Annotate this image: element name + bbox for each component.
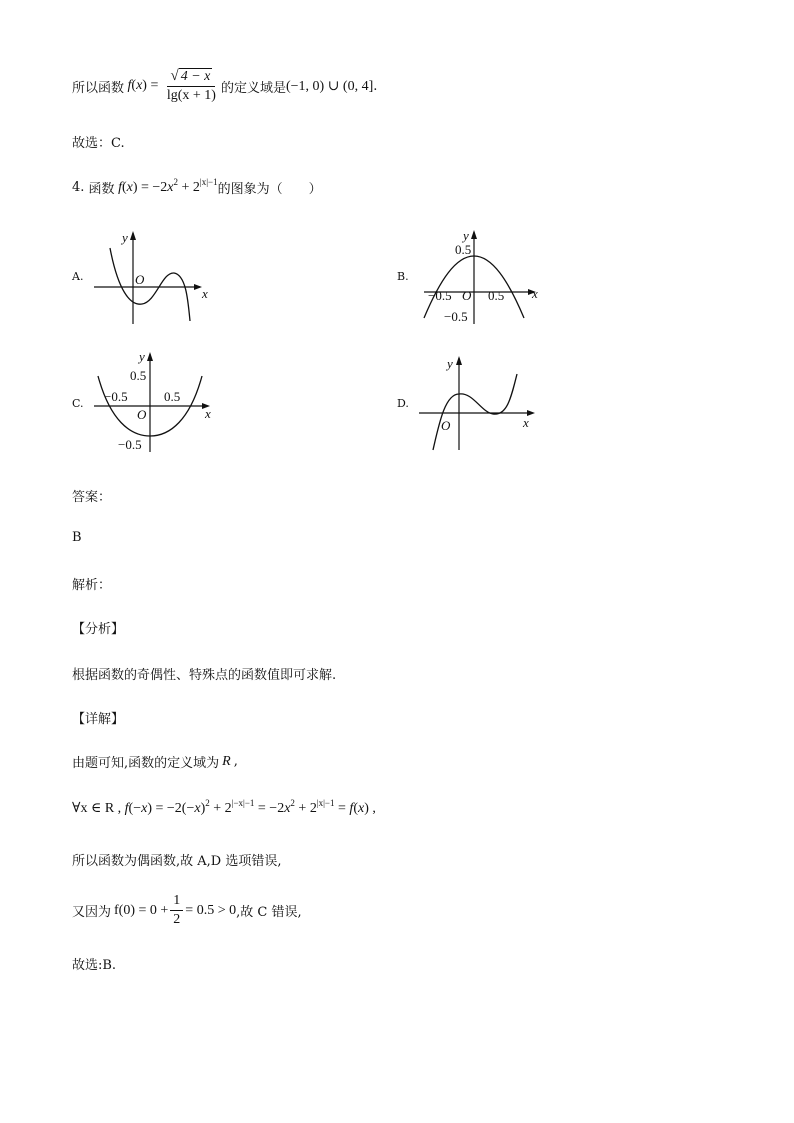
f0-expression: f(0) = 0 + [114, 902, 169, 918]
question-line [72, 178, 322, 197]
even-function-derivation: $f(-x) = -2(-x)^2 + 2^{|-x|-1} = -2x^2 + 2^{|x|-1} = f(x)$ , [124, 797, 376, 816]
sqrt-icon: √ [170, 68, 179, 84]
tick-label-x-pos: 0.5 [164, 389, 181, 404]
origin-label: O [441, 418, 451, 433]
question-number: 4. [72, 180, 85, 195]
option-d-label[interactable]: D. [397, 397, 409, 410]
intro-line [72, 68, 377, 104]
graph-b[interactable] [420, 228, 560, 328]
analysis-label: 解析： [72, 578, 112, 593]
x-axis-label: x [202, 286, 208, 301]
answer-value: B [72, 530, 82, 545]
tick-label-x-pos: 0.5 [488, 288, 505, 303]
prev-answer: 故选：C. [72, 136, 125, 151]
origin-label: O [462, 288, 472, 303]
question-suffix: 的图象为（ ） [217, 182, 322, 197]
y-axis-label: y [139, 349, 145, 364]
curve-a [110, 248, 190, 321]
f0-result: = 0.5 > 0 [185, 902, 237, 918]
domain-fraction [164, 68, 219, 104]
y-axis-label: y [463, 228, 469, 243]
xiangjie-line-1: 由题可知,函数的定义域为 R , [72, 753, 238, 771]
fenxi-text: 根据函数的奇偶性、特殊点的函数值即可求解. [72, 668, 337, 683]
tick-label-x-neg: −0.5 [428, 288, 452, 303]
xiangjie-line-3: 所以函数为偶函数,故 A,D 选项错误, [72, 854, 282, 869]
y-axis-arrow-icon [130, 231, 136, 240]
xiangjie-line-2 [72, 797, 376, 817]
xiangjie-title: 【详解】 [72, 712, 125, 727]
tick-label-y-pos: 0.5 [455, 242, 472, 257]
intro-middle: 的定义域是 [220, 80, 286, 96]
final-answer: 故选:B. [72, 958, 117, 973]
question-formula: $f(x) = -2x^2 + 2^{|x|-1}$ [118, 176, 218, 195]
option-b-label[interactable]: B. [397, 270, 409, 283]
fenxi-title: 【分析】 [72, 622, 125, 637]
y-axis-arrow-icon [456, 356, 462, 365]
xiangjie-line-4: 又因为 f(0) = 0 + $\frac{1}{2}$ = 0.5 > 0 ,故 C 错误, [72, 893, 302, 927]
tick-label-y-neg: −0.5 [444, 309, 468, 324]
y-axis-arrow-icon [147, 352, 153, 361]
x-axis-arrow-icon [194, 284, 202, 290]
option-c-label[interactable]: C. [72, 397, 84, 410]
graph-a[interactable] [90, 228, 230, 328]
half-fraction: $\frac{1}{2}$ [170, 893, 183, 928]
y-axis-label: y [122, 230, 128, 245]
option-a-label[interactable]: A. [72, 270, 84, 283]
graph-c[interactable] [90, 348, 230, 453]
tick-label-y-neg: −0.5 [118, 437, 142, 452]
intro-prefix: 所以函数 [72, 80, 125, 96]
fx-symbol: f(x) = [127, 78, 162, 93]
fraction-denominator: lg(x + 1) [166, 88, 216, 103]
answer-label: 答案： [72, 490, 112, 505]
x-axis-label: x [523, 415, 529, 430]
sqrt-expression: √ 4 − x [170, 68, 211, 84]
y-axis-arrow-icon [471, 230, 477, 239]
x-axis-label: x [205, 406, 211, 421]
origin-label: O [135, 272, 145, 287]
tick-label-x-neg: −0.5 [104, 389, 128, 404]
intro-end: . [373, 78, 378, 94]
tick-label-y-pos: 0.5 [130, 368, 147, 383]
curve-d [433, 374, 517, 450]
origin-label: O [137, 407, 147, 422]
domain-value: (−1, 0) ∪ (0, 4] [285, 78, 374, 94]
for-all-condition: ∀x ∈ R , [72, 801, 122, 816]
y-axis-label: y [447, 356, 453, 371]
question-prefix: 函数 [88, 182, 115, 197]
x-axis-label: x [532, 286, 538, 301]
graph-d[interactable] [415, 352, 555, 452]
